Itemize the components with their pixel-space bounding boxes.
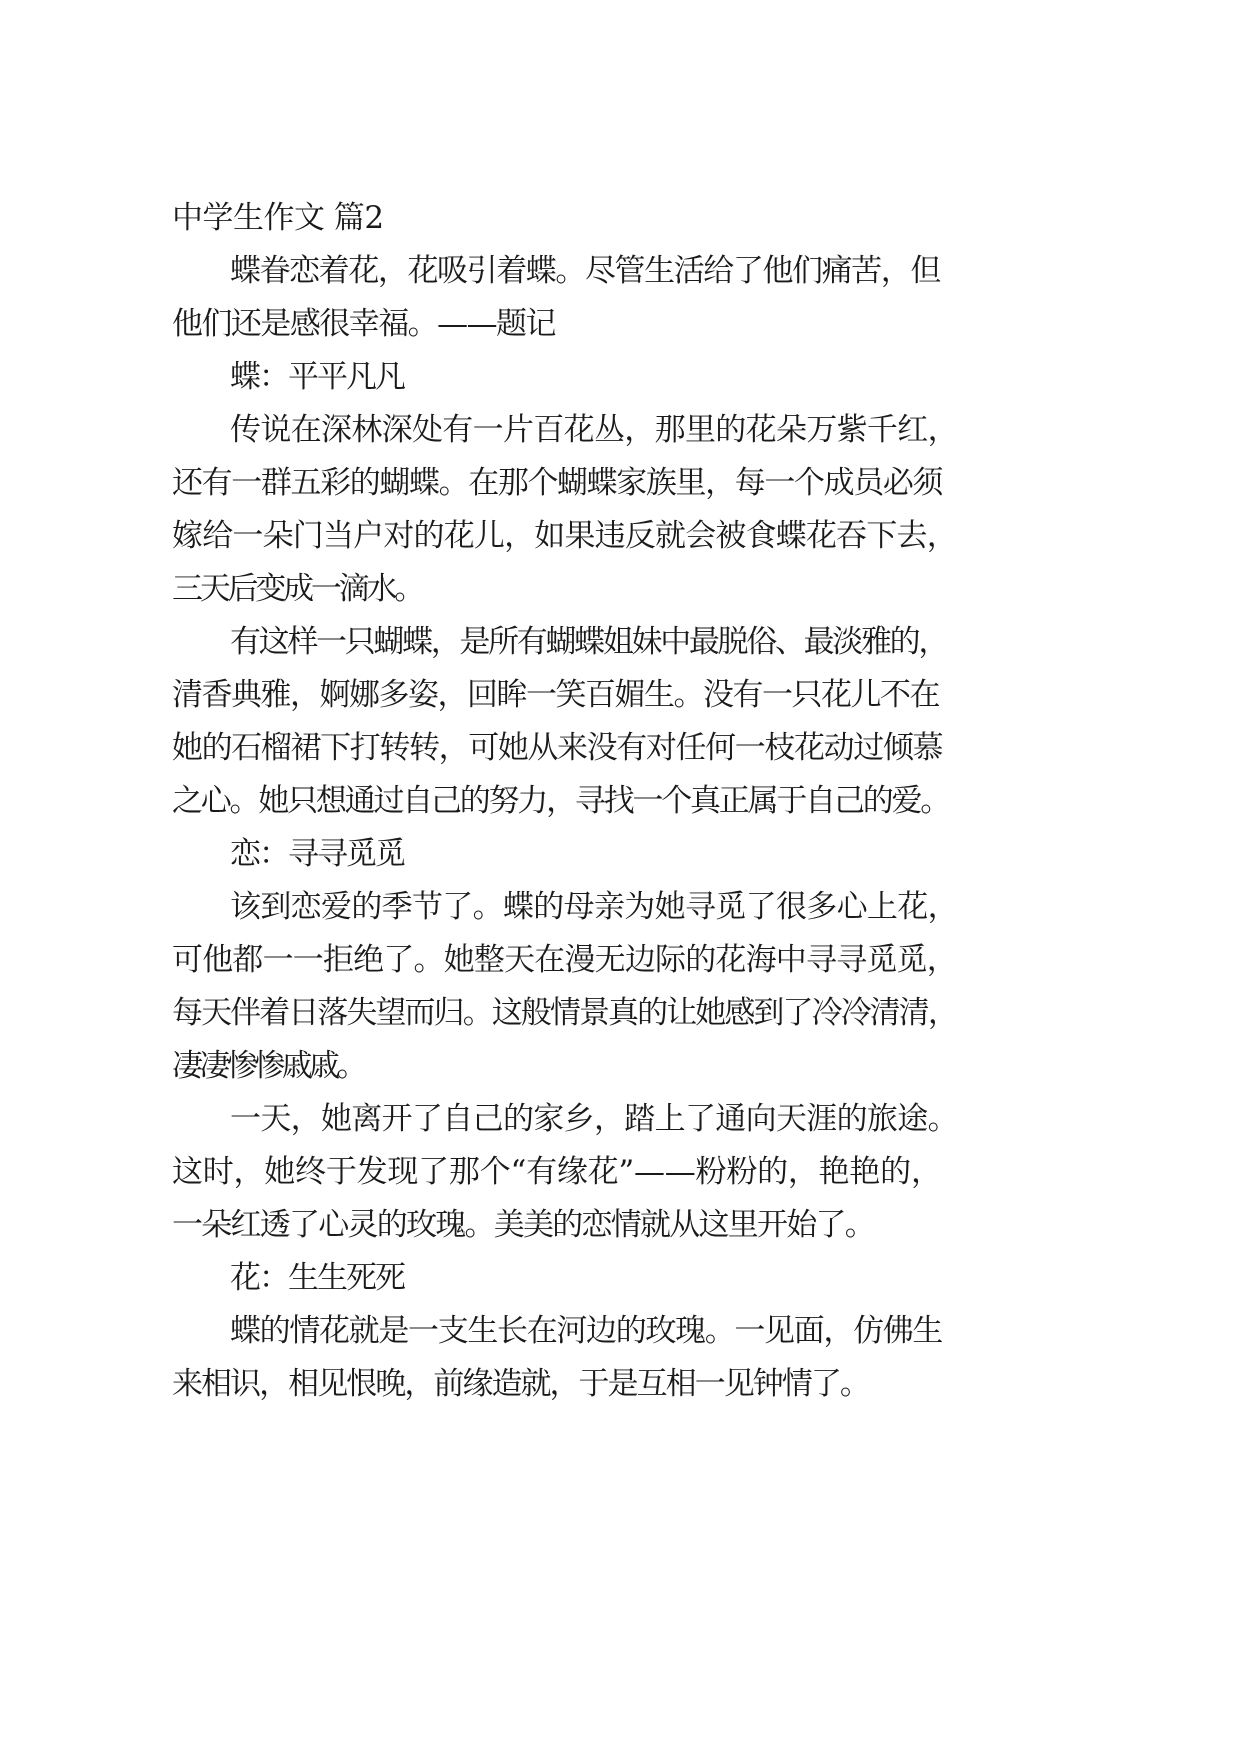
paragraph-line: 还有一群五彩的蝴蝶。在那个蝴蝶家族里，每一个成员必须 (172, 465, 943, 501)
paragraph-line: 每天伴着日落失望而归。这般情景真的让她感到了冷冷清清， (172, 995, 957, 1031)
paragraph-line: 三天后变成一滴水。 (172, 571, 423, 607)
paragraph-line: 一朵红透了心灵的玫瑰。美美的恋情就从这里开始了。 (172, 1207, 874, 1243)
paragraph-line: 有这样一只蝴蝶，是所有蝴蝶姐妹中最脱俗、最淡雅的， (230, 624, 947, 660)
paragraph-line: 来相识，相见恨晚，前缘造就，于是互相一见钟情了。 (172, 1366, 869, 1402)
paragraph-line: 蝶的情花就是一支生长在河边的玫瑰。一见面，仿佛生 (230, 1313, 943, 1349)
paragraph-line: 清香典雅，婀娜多姿，回眸一笑百媚生。没有一只花儿不在 (172, 677, 939, 713)
paragraph-line: 他们还是感很幸福。——题记 (172, 306, 555, 342)
section-heading: 花：生生死死 (230, 1260, 404, 1296)
paragraph-line: 一天，她离开了自己的家乡，踏上了通向天涯的旅途。 (230, 1101, 958, 1137)
paragraph-line: 之心。她只想通过自己的努力，寻找一个真正属于自己的爱。 (172, 783, 950, 819)
paragraph-line: 她的石榴裙下打转转，可她从来没有对任何一枝花动过倾慕 (172, 730, 943, 766)
section-heading: 恋：寻寻觅觅 (230, 836, 404, 872)
section-heading: 凄凄惨惨戚戚。 (172, 1048, 365, 1084)
paragraph-line: 传说在深林深处有一片百花丛，那里的花朵万紫千红， (230, 412, 958, 448)
section-heading: 蝶：平平凡凡 (230, 359, 404, 395)
document-title: 中学生作文 篇2 (172, 200, 384, 236)
paragraph-line: 该到恋爱的季节了。蝶的母亲为她寻觅了很多心上花， (230, 889, 958, 925)
paragraph-line: 蝶眷恋着花，花吸引着蝶。尽管生活给了他们痛苦，但 (230, 253, 940, 289)
paragraph-line: 这时，她终于发现了那个“有缘花”——粉粉的，艳艳的， (172, 1154, 942, 1190)
paragraph-line: 嫁给一朵门当户对的花儿，如果违反就会被食蝶花吞下去， (172, 518, 957, 554)
paragraph-line: 可他都一一拒绝了。她整天在漫无边际的花海中寻寻觅觅， (172, 942, 957, 978)
